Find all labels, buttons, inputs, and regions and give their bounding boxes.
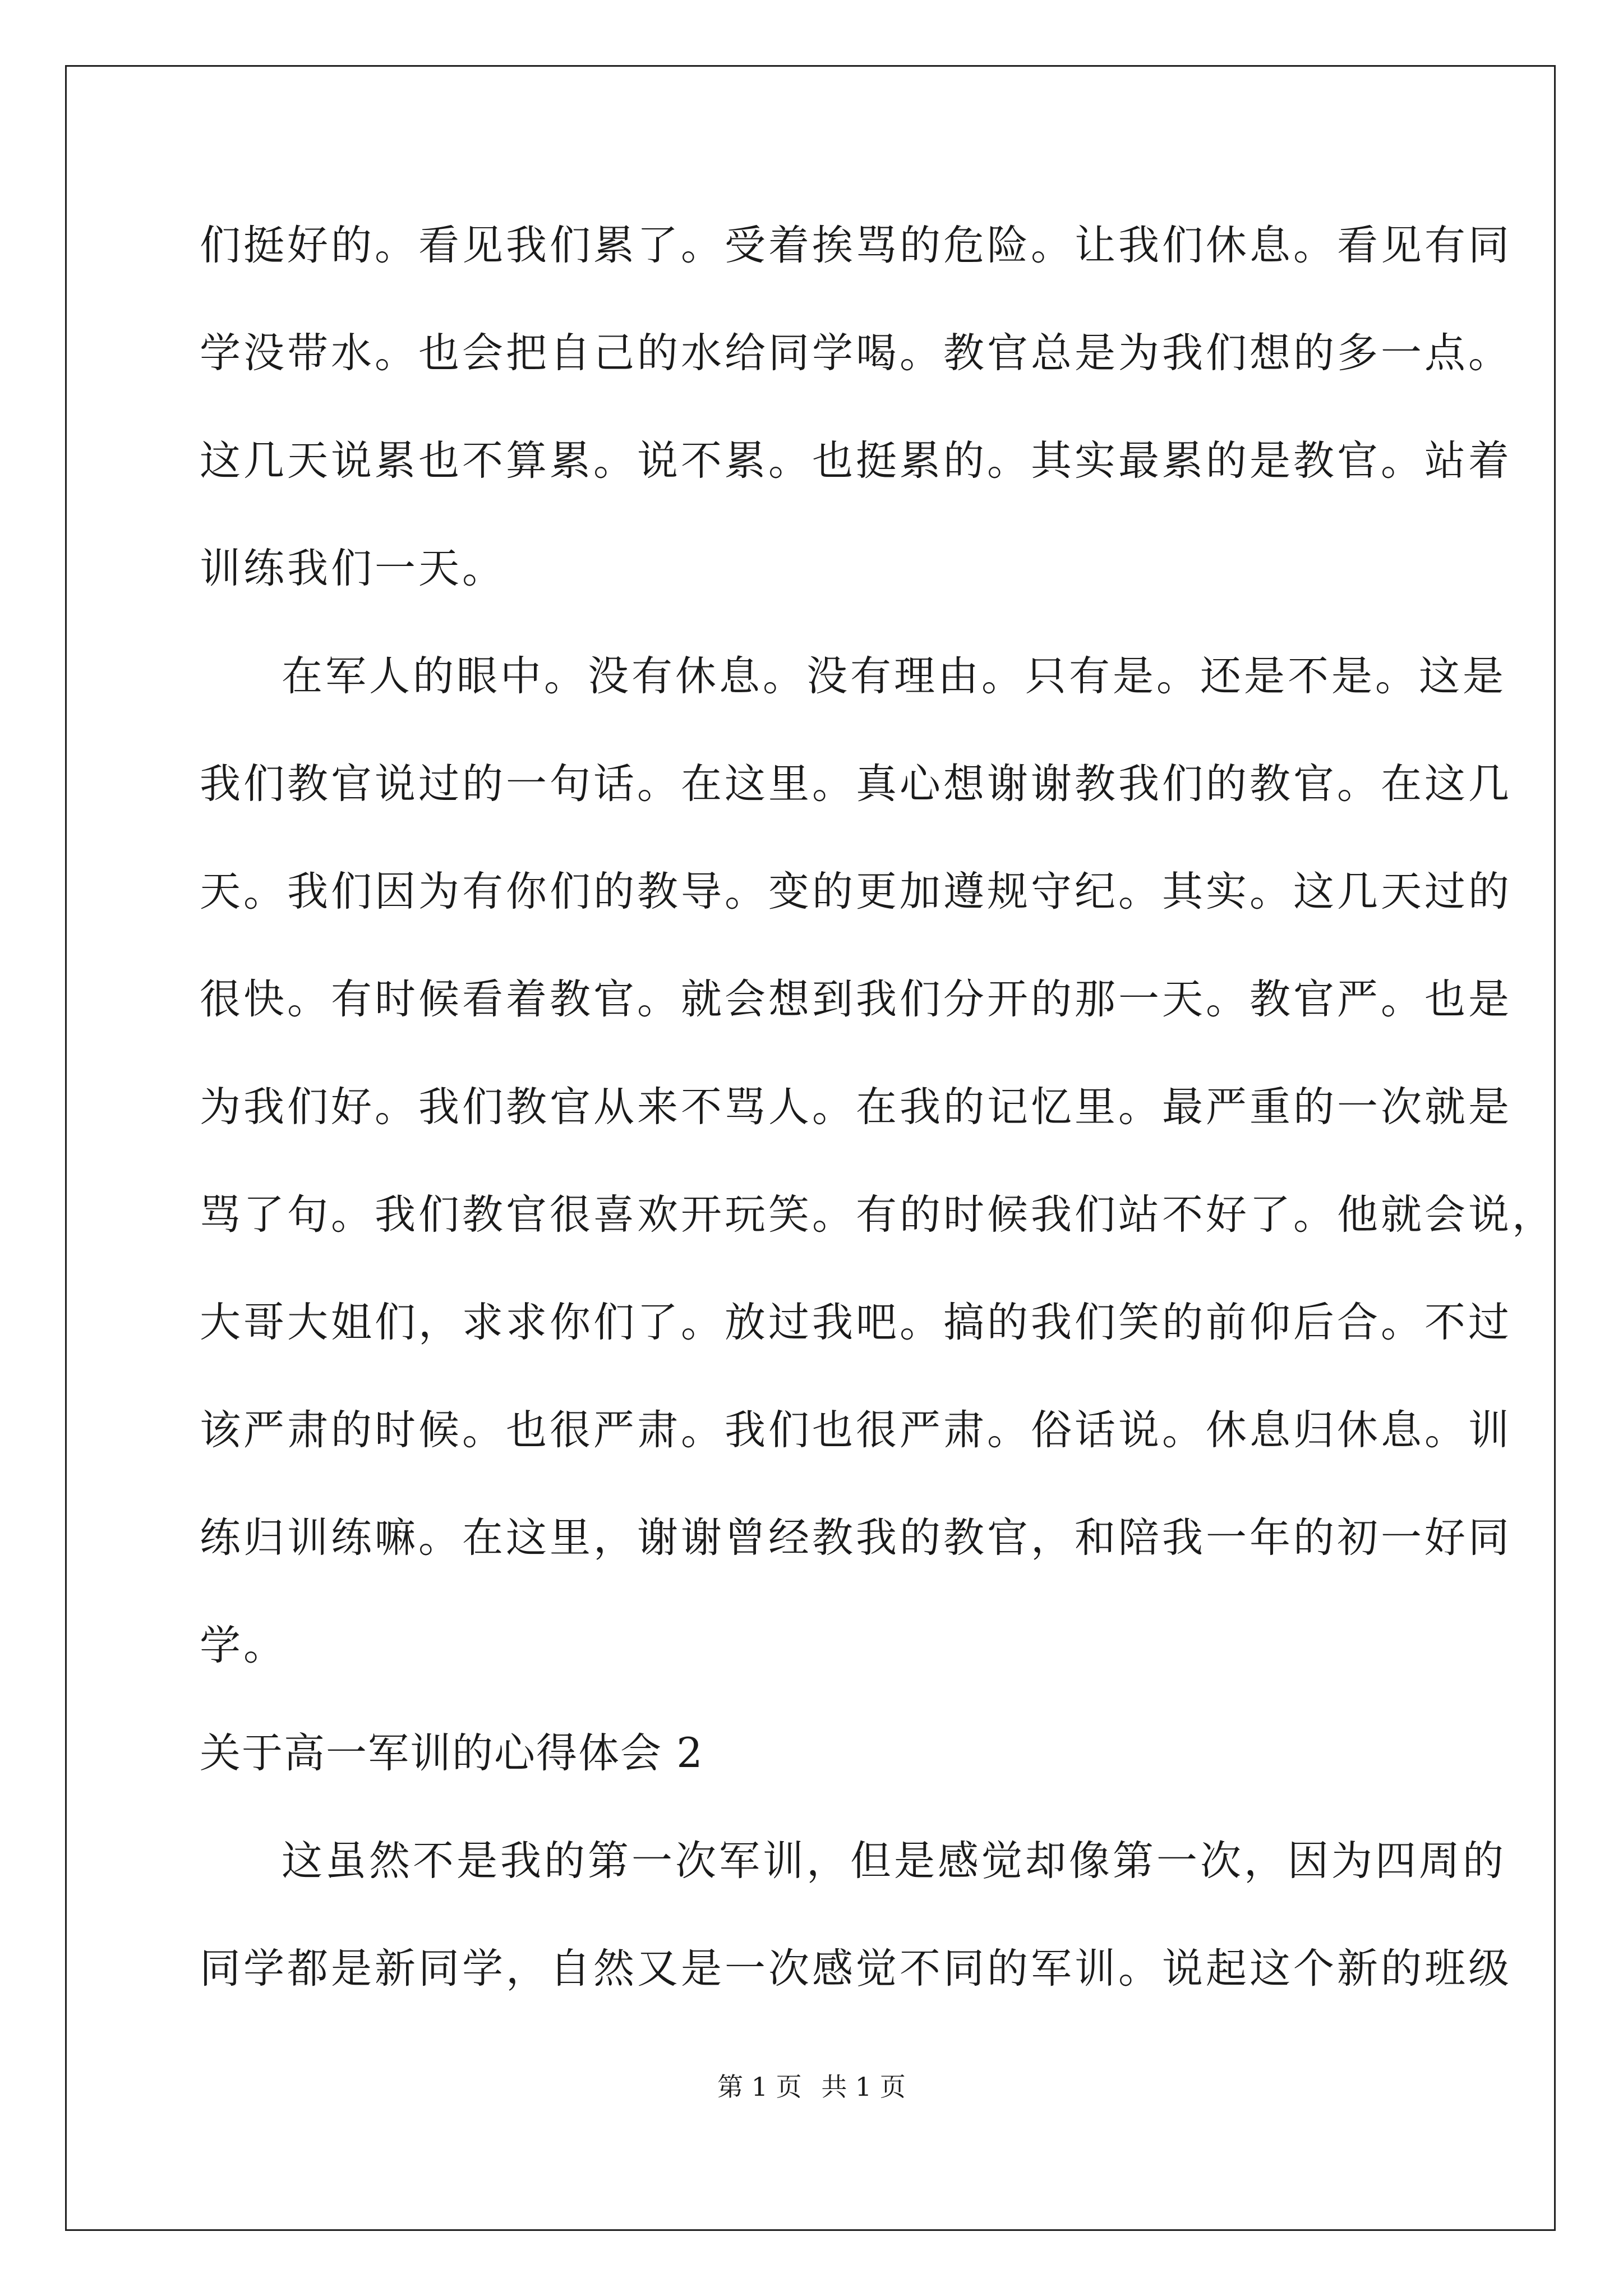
text-line: 大哥大姐们，求求你们了。放过我吧。搞的我们笑的前仰后合。不过 xyxy=(200,1299,1512,1346)
text-line: 同学都是新同学，自然又是一次感觉不同的军训。说起这个新的班级 xyxy=(200,1945,1512,1993)
paragraph-start-line: 这虽然不是我的第一次军训，但是感觉却像第一次，因为四周的 xyxy=(282,1837,1506,1885)
text-line: 该严肃的时候。也很严肃。我们也很严肃。俗话说。休息归休息。训 xyxy=(200,1406,1512,1454)
paragraph-start-line: 在军人的眼中。没有休息。没有理由。只有是。还是不是。这是 xyxy=(282,652,1506,700)
text-line: 学。 xyxy=(200,1622,287,1669)
text-line: 为我们好。我们教官从来不骂人。在我的记忆里。最严重的一次就是 xyxy=(200,1083,1512,1131)
text-line: 我们教官说过的一句话。在这里。真心想谢谢教我们的教官。在这几 xyxy=(200,760,1512,808)
document-body xyxy=(200,212,1556,2043)
text-line: 练归训练嘛。在这里，谢谢曾经教我的教官，和陪我一年的初一好同 xyxy=(200,1514,1512,1562)
section-heading: 关于高一军训的心得体会 2 xyxy=(200,1729,704,1777)
page-total: 共 1 页 xyxy=(821,2072,906,2102)
text-line: 学没带水。也会把自己的水给同学喝。教官总是为我们想的多一点。 xyxy=(200,329,1512,377)
text-line: 很快。有时候看着教官。就会想到我们分开的那一天。教官严。也是 xyxy=(200,976,1512,1023)
text-line: 们挺好的。看见我们累了。受着挨骂的危险。让我们休息。看见有同 xyxy=(200,222,1512,269)
text-line: 骂了句。我们教官很喜欢开玩笑。有的时候我们站不好了。他就会说， xyxy=(200,1191,1556,1239)
page-footer xyxy=(0,2070,1623,2104)
text-line: 训练我们一天。 xyxy=(200,545,506,592)
page-number: 第 1 页 xyxy=(717,2072,802,2102)
text-line: 天。我们因为有你们的教导。变的更加遵规守纪。其实。这几天过的 xyxy=(200,868,1512,915)
text-line: 这几天说累也不算累。说不累。也挺累的。其实最累的是教官。站着 xyxy=(200,437,1512,485)
